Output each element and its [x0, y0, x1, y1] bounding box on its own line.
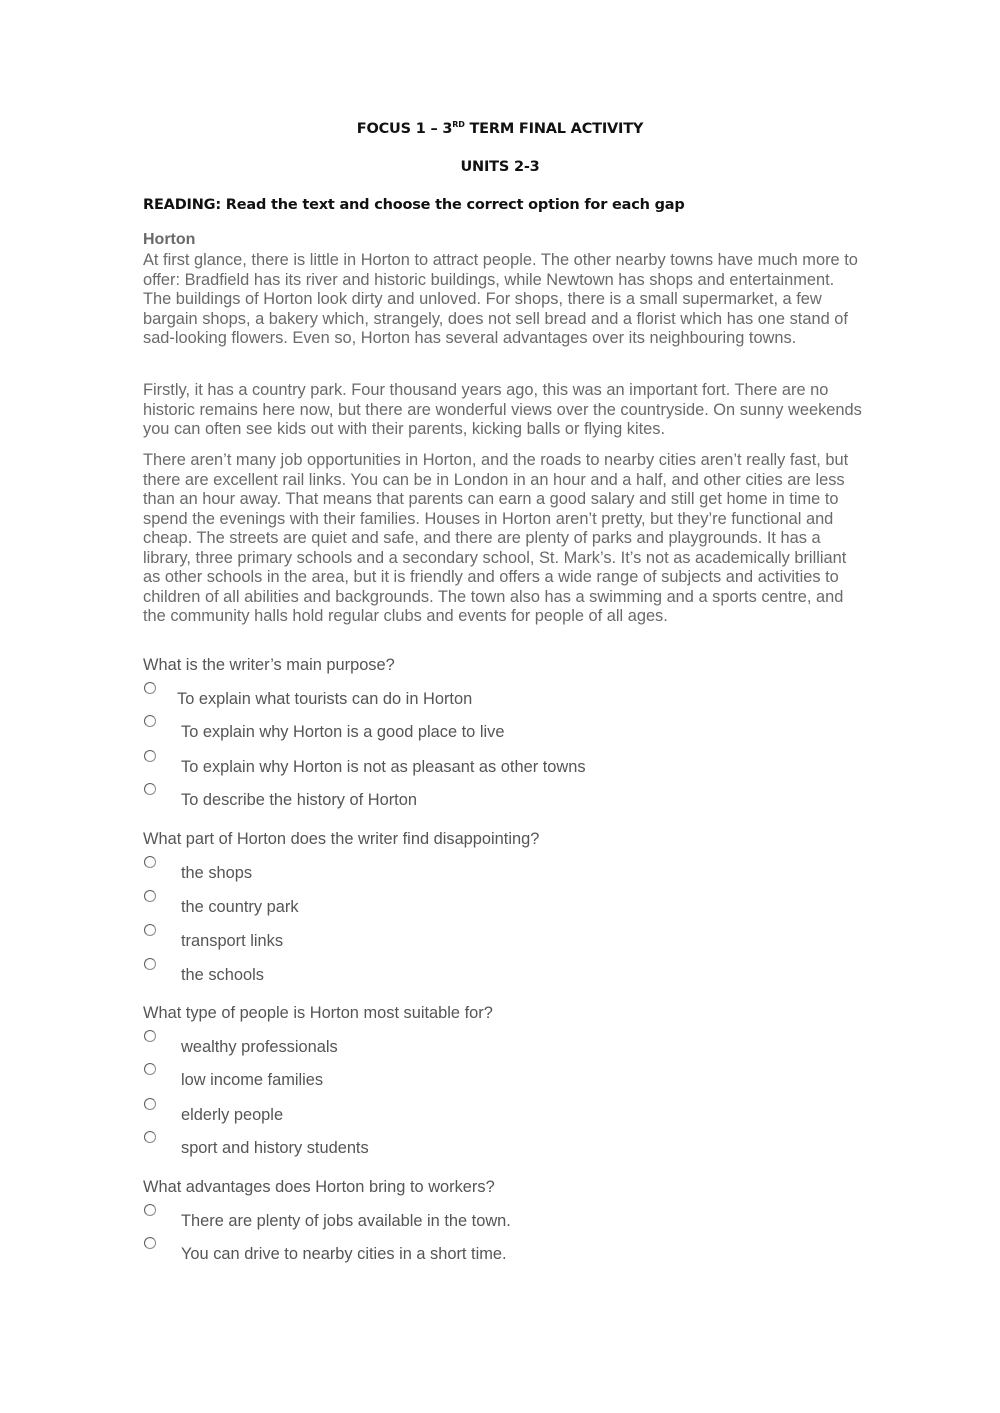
option-label: To explain why Horton is not as pleasant as other towns — [181, 758, 586, 776]
question-4: What advantages does Horton bring to workers? — [143, 1178, 495, 1196]
option-label: transport links — [181, 932, 284, 950]
reading-instruction: READING: Read the text and choose the correct option for each gap — [143, 197, 685, 213]
title-suffix: TERM FINAL ACTIVITY — [464, 121, 644, 137]
title-superscript: RD — [452, 120, 465, 129]
text-title: Horton — [143, 231, 196, 248]
option-label: To explain what tourists can do in Horton — [177, 690, 473, 708]
question-1: What is the writer’s main purpose? — [143, 656, 395, 674]
option-label: To explain why Horton is a good place to live — [181, 723, 505, 741]
option-label: elderly people — [181, 1106, 284, 1124]
option-label: You can drive to nearby cities in a short time. — [181, 1245, 507, 1263]
option-label: There are plenty of jobs available in the town. — [181, 1212, 511, 1230]
radio-button-icon[interactable] — [144, 783, 156, 795]
radio-button-icon[interactable] — [144, 958, 156, 970]
option-label: low income families — [181, 1071, 324, 1089]
option-label: the schools — [181, 966, 264, 984]
radio-button-icon[interactable] — [144, 1098, 156, 1110]
radio-button-icon[interactable] — [144, 1237, 156, 1249]
radio-button-icon[interactable] — [144, 890, 156, 902]
radio-button-icon[interactable] — [144, 750, 156, 762]
radio-button-icon[interactable] — [144, 1030, 156, 1042]
worksheet-title — [0, 121, 1000, 137]
option-label: the shops — [181, 864, 253, 882]
units-heading: UNITS 2-3 — [460, 159, 540, 175]
title-prefix: FOCUS 1 – 3 — [356, 121, 453, 137]
option-label: sport and history students — [181, 1139, 369, 1157]
paragraph-1: At first glance, there is little in Horton to attract people. The other nearby towns have much more to offer: Bradfield has its river and historic buildings, while Newtown has shops and entertainment. The buildings of Horton look dirty and unloved. For shops, there is a small supermarket, a few bargain shops, a bakery which, strangely, does not sell bread and a florist which has one stand of sad-looking flowers. Even so, Horton has several advantages over its neighbouring towns. — [143, 251, 858, 347]
question-3: What type of people is Horton most suitable for? — [143, 1004, 493, 1022]
radio-button-icon[interactable] — [144, 1131, 156, 1143]
radio-button-icon[interactable] — [144, 1204, 156, 1216]
radio-button-icon[interactable] — [144, 715, 156, 727]
paragraph-2: Firstly, it has a country park. Four thousand years ago, this was an important fort. There are no historic remains here now, but there are wonderful views over the countryside. On sunny weekends you can often see kids out with their parents, kicking balls or flying kites. — [143, 381, 862, 438]
option-label: To describe the history of Horton — [181, 791, 417, 809]
radio-button-icon[interactable] — [144, 856, 156, 868]
option-label: the country park — [181, 898, 299, 916]
radio-button-icon[interactable] — [144, 682, 156, 694]
option-label: wealthy professionals — [181, 1038, 338, 1056]
question-2: What part of Horton does the writer find disappointing? — [143, 830, 540, 848]
radio-button-icon[interactable] — [144, 1063, 156, 1075]
paragraph-3: There aren’t many job opportunities in Horton, and the roads to nearby cities aren’t really fast, but there are excellent rail links. You can be in London in an hour and a half, and other cities are less than an hour away. That means that parents can earn a good salary and still get home in time to spend the evenings with their families. Houses in Horton aren’t pretty, but they’re functional and cheap. The streets are quiet and safe, and there are plenty of parks and playgrounds. It has a library, three primary schools and a secondary school, St. Mark’s. It’s not as academically brilliant as other schools in the area, but it is friendly and offers a wide range of subjects and activities to children of all abilities and backgrounds. The town also has a swimming and a sports centre, and the community halls hold regular clubs and events for people of all ages. — [143, 451, 849, 625]
radio-button-icon[interactable] — [144, 924, 156, 936]
